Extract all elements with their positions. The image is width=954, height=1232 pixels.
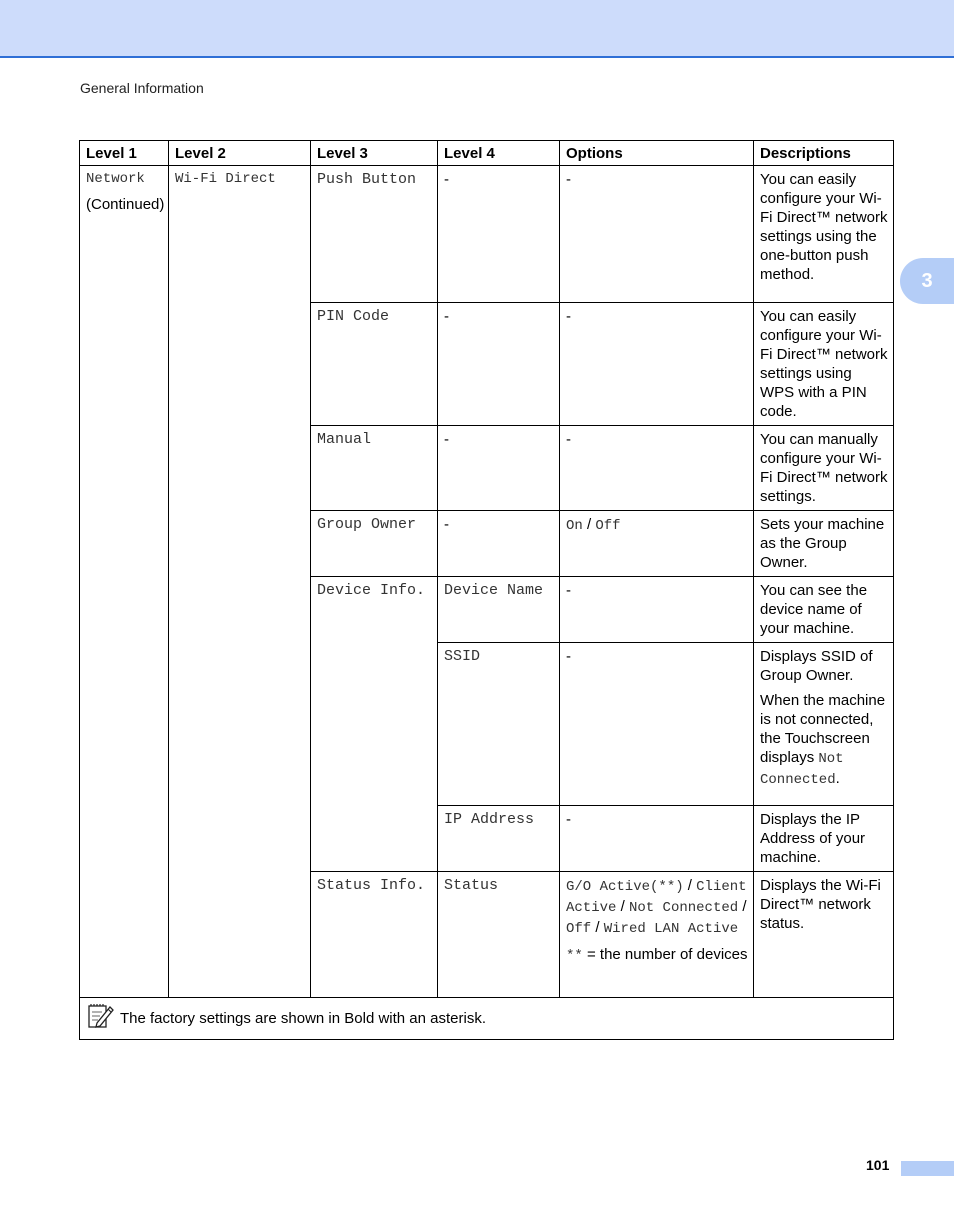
col-header-options: Options bbox=[560, 141, 754, 166]
page-number: 101 bbox=[866, 1157, 890, 1173]
col-header-level1: Level 1 bbox=[80, 141, 169, 166]
options-ssid: - bbox=[560, 643, 754, 806]
level4-manual: - bbox=[438, 426, 560, 511]
desc-push-button: You can easily configure your Wi-Fi Direct™ network settings using the one-button push method. bbox=[754, 166, 894, 303]
option-off: Off bbox=[595, 518, 621, 534]
options-manual: - bbox=[560, 426, 754, 511]
level4-ip-address: IP Address bbox=[438, 806, 560, 872]
options-group-owner bbox=[560, 511, 754, 577]
level4-device-name: Device Name bbox=[438, 577, 560, 643]
desc-ssid-line1: Displays SSID of Group Owner. bbox=[760, 648, 873, 684]
level3-device-info: Device Info. bbox=[311, 577, 438, 872]
level4-pin-code: - bbox=[438, 303, 560, 426]
option-separator: / bbox=[591, 919, 604, 936]
option-client-active: Client Active bbox=[566, 879, 747, 916]
asterisks: ** bbox=[566, 948, 583, 964]
level1-network: Network bbox=[86, 171, 145, 187]
options-pin-code: - bbox=[560, 303, 754, 426]
level3-pin-code: PIN Code bbox=[311, 303, 438, 426]
option-separator: / bbox=[738, 898, 747, 915]
col-header-level3: Level 3 bbox=[311, 141, 438, 166]
option-separator: / bbox=[582, 516, 596, 533]
desc-pin-code: You can easily configure your Wi-Fi Direct™ network settings using WPS with a PIN code. bbox=[754, 303, 894, 426]
footnote bbox=[86, 1002, 888, 1035]
level1-continued: (Continued) bbox=[86, 196, 165, 213]
option-off: Off bbox=[566, 921, 592, 937]
level3-status-info: Status Info. bbox=[311, 872, 438, 998]
desc-ssid-post: . bbox=[835, 770, 840, 787]
options-status-note bbox=[566, 945, 748, 966]
header-bar bbox=[0, 0, 954, 58]
col-header-level4: Level 4 bbox=[438, 141, 560, 166]
level4-push-button: - bbox=[438, 166, 560, 303]
note-pencil-icon bbox=[86, 1002, 114, 1035]
level4-ssid: SSID bbox=[438, 643, 560, 806]
footnote-cell bbox=[80, 998, 894, 1040]
desc-ssid-pre: When the machine is not connected, the Touchscreen displays bbox=[760, 692, 886, 766]
desc-status: Displays the Wi-Fi Direct™ network status. bbox=[754, 872, 894, 998]
col-header-level2: Level 2 bbox=[169, 141, 311, 166]
desc-ssid-not-connected: Not Connected bbox=[760, 751, 844, 788]
level4-group-owner: - bbox=[438, 511, 560, 577]
desc-device-name: You can see the device name of your machine. bbox=[754, 577, 894, 643]
options-status bbox=[560, 872, 754, 998]
option-separator: / bbox=[683, 877, 697, 894]
level3-push-button: Push Button bbox=[311, 166, 438, 303]
options-ip-address: - bbox=[560, 806, 754, 872]
options-device-name: - bbox=[560, 577, 754, 643]
desc-group-owner: Sets your machine as the Group Owner. bbox=[754, 511, 894, 577]
option-go-active: G/O Active(**) bbox=[566, 879, 684, 895]
level3-group-owner: Group Owner bbox=[311, 511, 438, 577]
option-separator: / bbox=[616, 898, 629, 915]
options-push-button: - bbox=[560, 166, 754, 303]
option-wired-lan-active: Wired LAN Active bbox=[603, 921, 739, 937]
option-not-connected: Not Connected bbox=[628, 900, 739, 916]
footnote-text: The factory settings are shown in Bold with an asterisk. bbox=[120, 1010, 487, 1027]
level2-wifi-direct: Wi-Fi Direct bbox=[175, 171, 276, 187]
desc-ssid-line2 bbox=[760, 691, 888, 790]
level3-manual: Manual bbox=[311, 426, 438, 511]
section-title: General Information bbox=[80, 80, 204, 96]
note-number-of-devices: = the number of devices bbox=[582, 946, 748, 963]
level1-cell bbox=[80, 166, 169, 998]
col-header-descriptions: Descriptions bbox=[754, 141, 894, 166]
desc-ip-address: Displays the IP Address of your machine. bbox=[754, 806, 894, 872]
desc-ssid bbox=[754, 643, 894, 806]
table-header-row bbox=[80, 141, 894, 166]
footer-accent-bar bbox=[901, 1161, 954, 1176]
desc-manual: You can manually configure your Wi-Fi Direct™ network settings. bbox=[754, 426, 894, 511]
table-row bbox=[80, 166, 894, 303]
table-row bbox=[80, 998, 894, 1040]
level4-status: Status bbox=[438, 872, 560, 998]
chapter-tab[interactable]: 3 bbox=[900, 258, 954, 304]
options-status-list bbox=[566, 876, 748, 939]
level2-cell bbox=[169, 166, 311, 998]
settings-table bbox=[79, 140, 894, 1040]
option-on: On bbox=[566, 518, 583, 534]
